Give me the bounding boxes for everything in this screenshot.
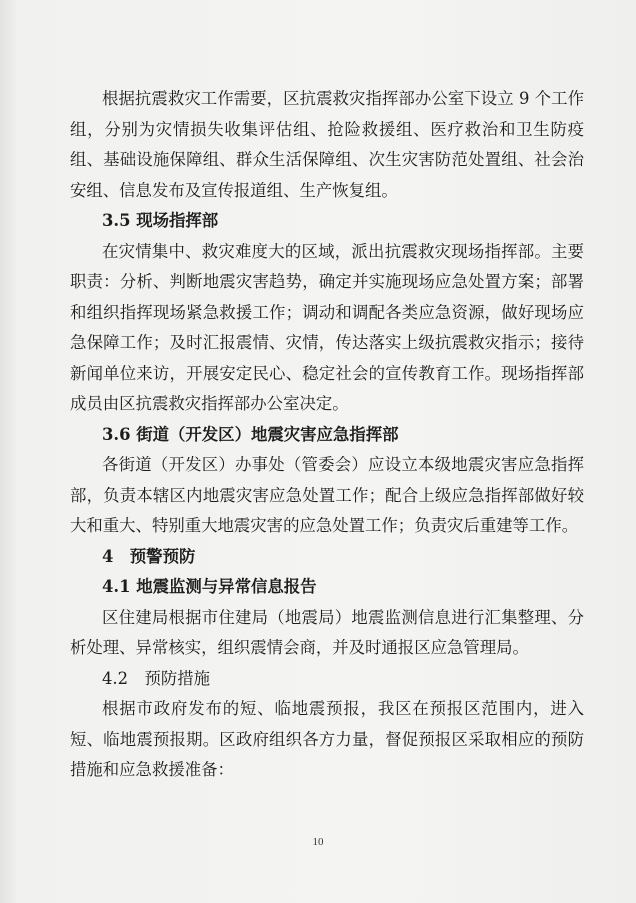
paragraph-street-command: 各街道（开发区）办事处（管委会）应设立本级地震灾害应急指挥部，负责本辖区内地震灾害应急处置工作；配合上级应急指挥部做好较大和重大、特别重大地震灾害的应急处置工作；负责灾后重建等工作。 xyxy=(70,455,584,535)
heading-4-2: 4.2 预防措施 xyxy=(102,668,211,688)
heading-4: 4 预警预防 xyxy=(102,546,196,566)
heading-3-6: 3.6 街道（开发区）地震灾害应急指挥部 xyxy=(102,424,399,444)
page-number: 10 xyxy=(312,836,324,848)
paragraph-work-groups: 根据抗震救灾工作需要，区抗震救灾指挥部办公室下设立 9 个工作组，分别为灾情损失收集评估组、抢险救援组、医疗救治和卫生防疫组、基础设施保障组、群众生活保障组、次生灾害防范处置组、社会治安组、信息发布及宣传报道组、生产恢复组。 xyxy=(70,89,584,200)
document-body xyxy=(70,84,584,786)
paragraph-prevention: 根据市政府发布的短、临地震预报，我区在预报区范围内，进入短、临地震预报期。区政府组织各方力量，督促预报区采取相应的预防措施和应急救援准备： xyxy=(70,699,584,779)
paragraph-monitoring: 区住建局根据市住建局（地震局）地震监测信息进行汇集整理、分析处理、异常核实，组织震情会商，并及时通报区应急管理局。 xyxy=(70,607,584,657)
heading-4-1: 4.1 地震监测与异常信息报告 xyxy=(102,577,317,596)
paragraph-field-command: 在灾情集中、救灾难度大的区域，派出抗震救灾现场指挥部。主要职责：分析、判断地震灾害趋势，确定并实施现场应急处置方案；部署和组织指挥现场紧急救援工作；调动和调配各类应急资源，做好现场应急保障工作；及时汇报震情、灾情，传达落实上级抗震救灾指示；接待新闻单位来访，开展安定民心、稳定社会的宣传教育工作。现场指挥部成员由区抗震救灾指挥部办公室决定。 xyxy=(70,241,584,413)
heading-3-5: 3.5 现场指挥部 xyxy=(102,211,219,230)
